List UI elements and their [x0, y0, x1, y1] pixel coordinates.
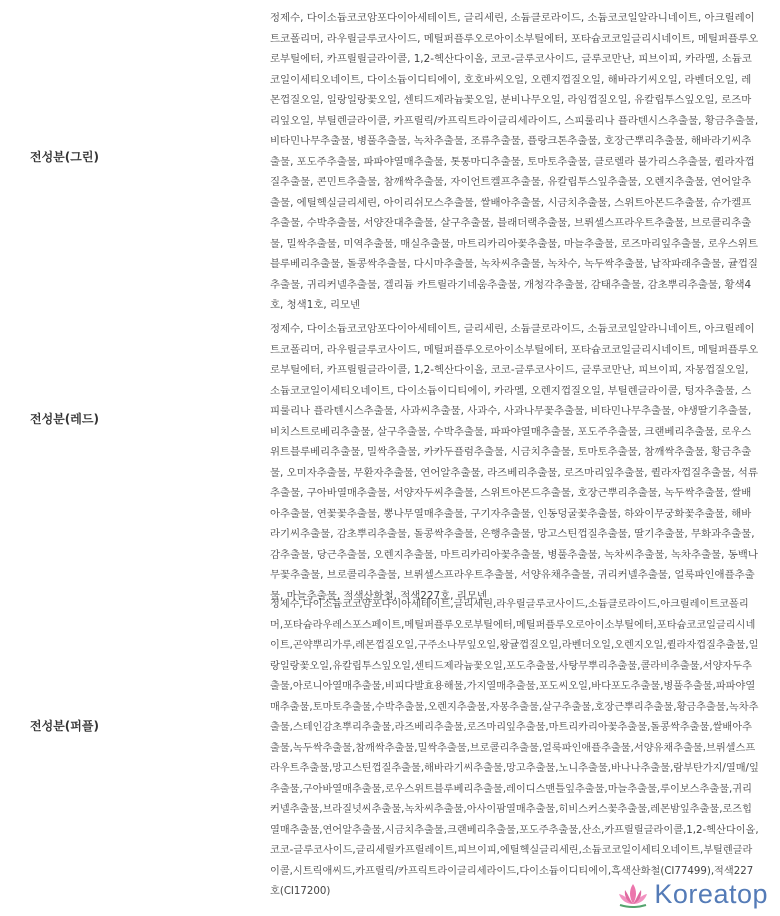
ingredients-row-red — [0, 310, 780, 602]
lotus-flower-icon — [616, 882, 650, 908]
watermark — [616, 879, 768, 910]
watermark-brand: Koreatop — [654, 879, 768, 909]
ingredients-row-purple — [0, 590, 780, 916]
ingredients-label-purple: 전성분(퍼플) — [30, 719, 99, 733]
ingredients-label-red: 전성분(레드) — [30, 412, 99, 426]
ingredients-label-green: 전성분(그린) — [30, 150, 99, 164]
ingredients-row-green — [0, 0, 780, 310]
ingredients-text-purple: 정제수,다이소듐코코암포다이아세테이트,글리세린,라우릴글루코사이드,소듐클로라이드,아크릴레이트코폴리머,포타슘라우레스포스페이트,메틸퍼플루오로부틸에터,메틸퍼플루오로아이소부틸에터,포타슘코코일글리시네이트,곤약뿌리가루,레몬껍질오일,구주소나무잎오일,왕귤껍질오일,라벤더오일,오렌지오일,퀼라자껍질추출물,일랑일랑꽃오일,유칼립투스잎오일,센티드제라늄꽃오일,포도추출물,사탕무뿌리추출물,콜라비추출물,서양자두추출물,아로니아열매추출물,비피다발효용해물,가지열매추출물,포도씨오일,바다포도추출물,병풀추출물,파파야열매추출물,토마토추출물,수박추출물,오렌지추출물,자몽추출물,살구추출물,호장근뿌리추출물,황금추출물,녹차추출물,스테인감초뿌리추출물,라즈베리추출물,로즈마리잎추출물,마트리카리아꽃추출물,돌콩싹추출물,쌀배아추출물,녹두싹추출물,참깨싹추출물,밀싹추출물,브로콜리추출물,얼룩파인애플추출물,서양유채추출물,브뤼셀스프라우트추출물,망고스틴껍질추출물,해바라기씨추출물,망고추출물,노니추출물,바나나추출물,람부탄가지/열매/잎추출물,구아바열매추출물,로우스위트블루베리추출물,레이디스맨틀잎추출물,마늘추출물,루이보스추출물,귀리커넬추출물,브라질넛씨추출물,녹차씨추출물,아사이팜열매추출물,히비스커스꽃추출물,레몬밤잎추출물,로즈힙열매추출물,연어알추출물,시금치추출물,크랜베리추출물,포도주추출물,산소,카프릴릴글라이콜,1,2-헥산다이올,코코-글루코사이드,글리세릴카프릴레이트,피브이피,에틸헥실글리세린,소듐코코일이세티오네이트,부틸렌글라이콜,시트릭애씨드,카프릴릭/카프릭트라이글리세라이드,다이소듐이디티에이,흑색산화철(CI77499),적색227호(CI17200) — [270, 599, 759, 897]
ingredients-text-green: 정제수, 다이소듐코코암포다이아세테이트, 글리세린, 소듐클로라이드, 소듐코코일알라니네이트, 아크릴레이트코폴리머, 라우릴글루코사이드, 메틸퍼플루오로아이소부틸에터, 포타슘코코일글리시네이트, 메틸퍼플루오로부틸에터, 카프릴릴글라이콜, 1,2-헥산다이올, 코코-글루코사이드, 글루코만난, 피브이피, 카라멜, 소듐코코일이세티오네이트, 다이소듐이디티에이, 호호바씨오일, 오렌지껍질오일, 해바라기씨오일, 라벤더오일, 레몬껍질오일, 일랑일랑꽃오일, 센티드제라늄꽃오일, 분비나무오일, 라임껍질오일, 유칼립투스잎오일, 로즈마리잎오일, 부틸렌글라이콜, 카프릴릭/카프릭트라이글리세라이드, 스피룰리나 플라텐시스추출물, 황금추출물, 비타민나무추출물, 병풀추출물, 녹차추출물, 조류추출물, 플랑크톤추출물, 호장근뿌리추출물, 해바라기씨추출물, 포도주추출물, 파파야열매추출물, 톳통마디추출물, 토마토추출물, 클로렐라 불가리스추출물, 퀼라자껍질추출물, 콘민트추출물, 참깨싹추출물, 자이언트켈프추출물, 유칼립투스잎추출물, 오렌지추출물, 연어알추출물, 에틸헥실글리세린, 아이리쉬모스추출물, 쌀배아추출물, 시금치추출물, 스위트아몬드추출물, 슈가켈프추출물, 수박추출물, 서양잔대추출물, 살구추출물, 블래더랙추출물, 브뤼셀스프라우트추출물, 브로콜리추출물, 밀싹추출물, 미역추출물, 매실추출물, 마트리카리아꽃추출물, 마늘추출물, 로즈마리잎추출물, 로우스위트블루베리추출물, 돌콩싹추출물, 다시마추출물, 녹차씨추출물, 녹차수, 녹두싹추출물, 납작파래추출물, 귤껍질추출물, 귀리커넬추출물, 겔리듐 카트릴라기네움추출물, 개청각추출물, 감태추출물, 감초뿌리추출물, 황색4호, 청색1호, 리모넨 — [270, 12, 759, 311]
ingredients-text-red: 정제수, 다이소듐코코암포다이아세테이트, 글리세린, 소듐클로라이드, 소듐코코일알라니네이트, 아크릴레이트코폴리머, 라우릴글루코사이드, 메틸퍼플루오로아이소부틸에터, 포타슘코코일글리시네이트, 메틸퍼플루오로부틸에터, 카프릴릴글라이콜, 1,2-헥산다이올, 코코-글루코사이드, 글루코만난, 피브이피, 자몽껍질오일, 소듐코코일이세티오네이트, 다이소듐이디티에이, 카라멜, 오렌지껍질오일, 부틸렌글라이콜, 텅자추출물, 스피룰리나 플라텐시스추출물, 사과씨추출물, 사과수, 사과나무꽃추출물, 비타민나무추출물, 야생딸기추출물, 비치스트로베리추출물, 살구추출물, 수박추출물, 파파야열매추출물, 포도주추출물, 크랜베리추출물, 로우스위트블루베리추출물, 밀싹추출물, 카카두플럼추출물, 시금치추출물, 토마토추출물, 참깨싹추출물, 황금추출물, 오미자추출물, 무환자추출물, 연어알추출물, 라즈베리추출물, 로즈마리잎추출물, 퀼라자껍질추출물, 석류추출물, 구아바열매추출물, 서양자두씨추출물, 스위트아몬드추출물, 호장근뿌리추출물, 녹두싹추출물, 쌀배아추출물, 연꽃꽃추출물, 뽕나무열매추출물, 구기자추출물, 인동덩굴꽃추출물, 하와이무궁화꽃추출물, 해바라기씨추출물, 감초뿌리추출물, 돌콩싹추출물, 은행추출물, 망고스틴껍질추출물, 딸기추출물, 무화과추출물, 감추출물, 당근추출물, 오렌지추출물, 마트리카리아꽃추출물, 병풀추출물, 녹차씨추출물, 녹차추출물, 동백나무꽃추출물, 브로콜리추출물, 브뤼셀스프라우트추출물, 서양유채추출물, 귀리커넬추출물, 얼룩파인애플추출물, 마늘추출물, 적색산화철, 적색227호, 리모넨 — [270, 323, 759, 602]
